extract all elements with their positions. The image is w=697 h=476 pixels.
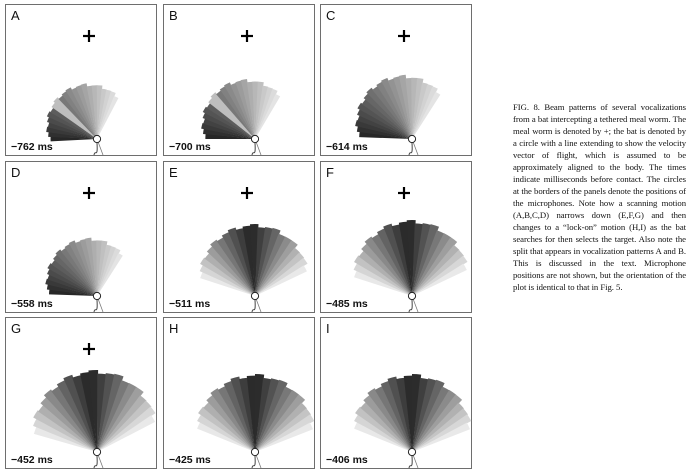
panel-time-label: −406 ms (326, 454, 368, 466)
panel-letter: D (11, 165, 21, 180)
panel-time-label: −614 ms (326, 141, 368, 153)
panel-time-label: −485 ms (326, 298, 368, 310)
panel-time-label: −762 ms (11, 141, 53, 153)
panel-letter: B (169, 8, 178, 23)
figure-caption: FIG. 8. Beam patterns of several vocalizations from a bat intercepting a tethered meal worm. The meal worm is denoted by +; the bat is denoted by a circle with a line extending to show the velocity vector of flight, which is assumed to be approximately aligned to the body. The times indicate milliseconds before contact. The circles at the borders of the panels denote the positions of the microphones. Note how a scanning motion (A,B,C,D) narrows down (E,F,G) and then changes to a “lock-on” motion (H,I) as the bat searches for then selects the target. Also note the split that appears in vocalization patterns A and B. This is discussed in the text. Microphone positions are not shown, but the orientation of the plot is identical to that in Fig. 5. (513, 102, 686, 292)
panel-time-label: −452 ms (11, 454, 53, 466)
bat-circle-icon (408, 448, 415, 455)
panel-letter: A (11, 8, 20, 23)
bat-circle-icon (251, 135, 258, 142)
panel-letter: F (326, 165, 334, 180)
panel-b (164, 5, 315, 156)
panel-c (321, 5, 472, 156)
panel-letter: I (326, 321, 330, 336)
bat-circle-icon (251, 292, 258, 299)
panel-f (321, 162, 472, 313)
panel-i (321, 318, 472, 469)
panel-a (6, 5, 157, 156)
panel-letter: C (326, 8, 336, 23)
panel-time-label: −511 ms (169, 298, 211, 310)
bat-circle-icon (408, 135, 415, 142)
panel-letter: G (11, 321, 22, 336)
panel-e (164, 162, 315, 313)
panel-d (6, 162, 157, 313)
bat-circle-icon (408, 292, 415, 299)
panel-h (164, 318, 315, 469)
bat-circle-icon (251, 448, 258, 455)
panel-time-label: −558 ms (11, 298, 53, 310)
panel-g (6, 318, 157, 469)
panel-letter: E (169, 165, 178, 180)
panel-time-label: −700 ms (169, 141, 211, 153)
panel-time-label: −425 ms (169, 454, 211, 466)
panel-letter: H (169, 321, 179, 336)
bat-circle-icon (93, 448, 100, 455)
bat-circle-icon (93, 292, 100, 299)
bat-circle-icon (93, 135, 100, 142)
